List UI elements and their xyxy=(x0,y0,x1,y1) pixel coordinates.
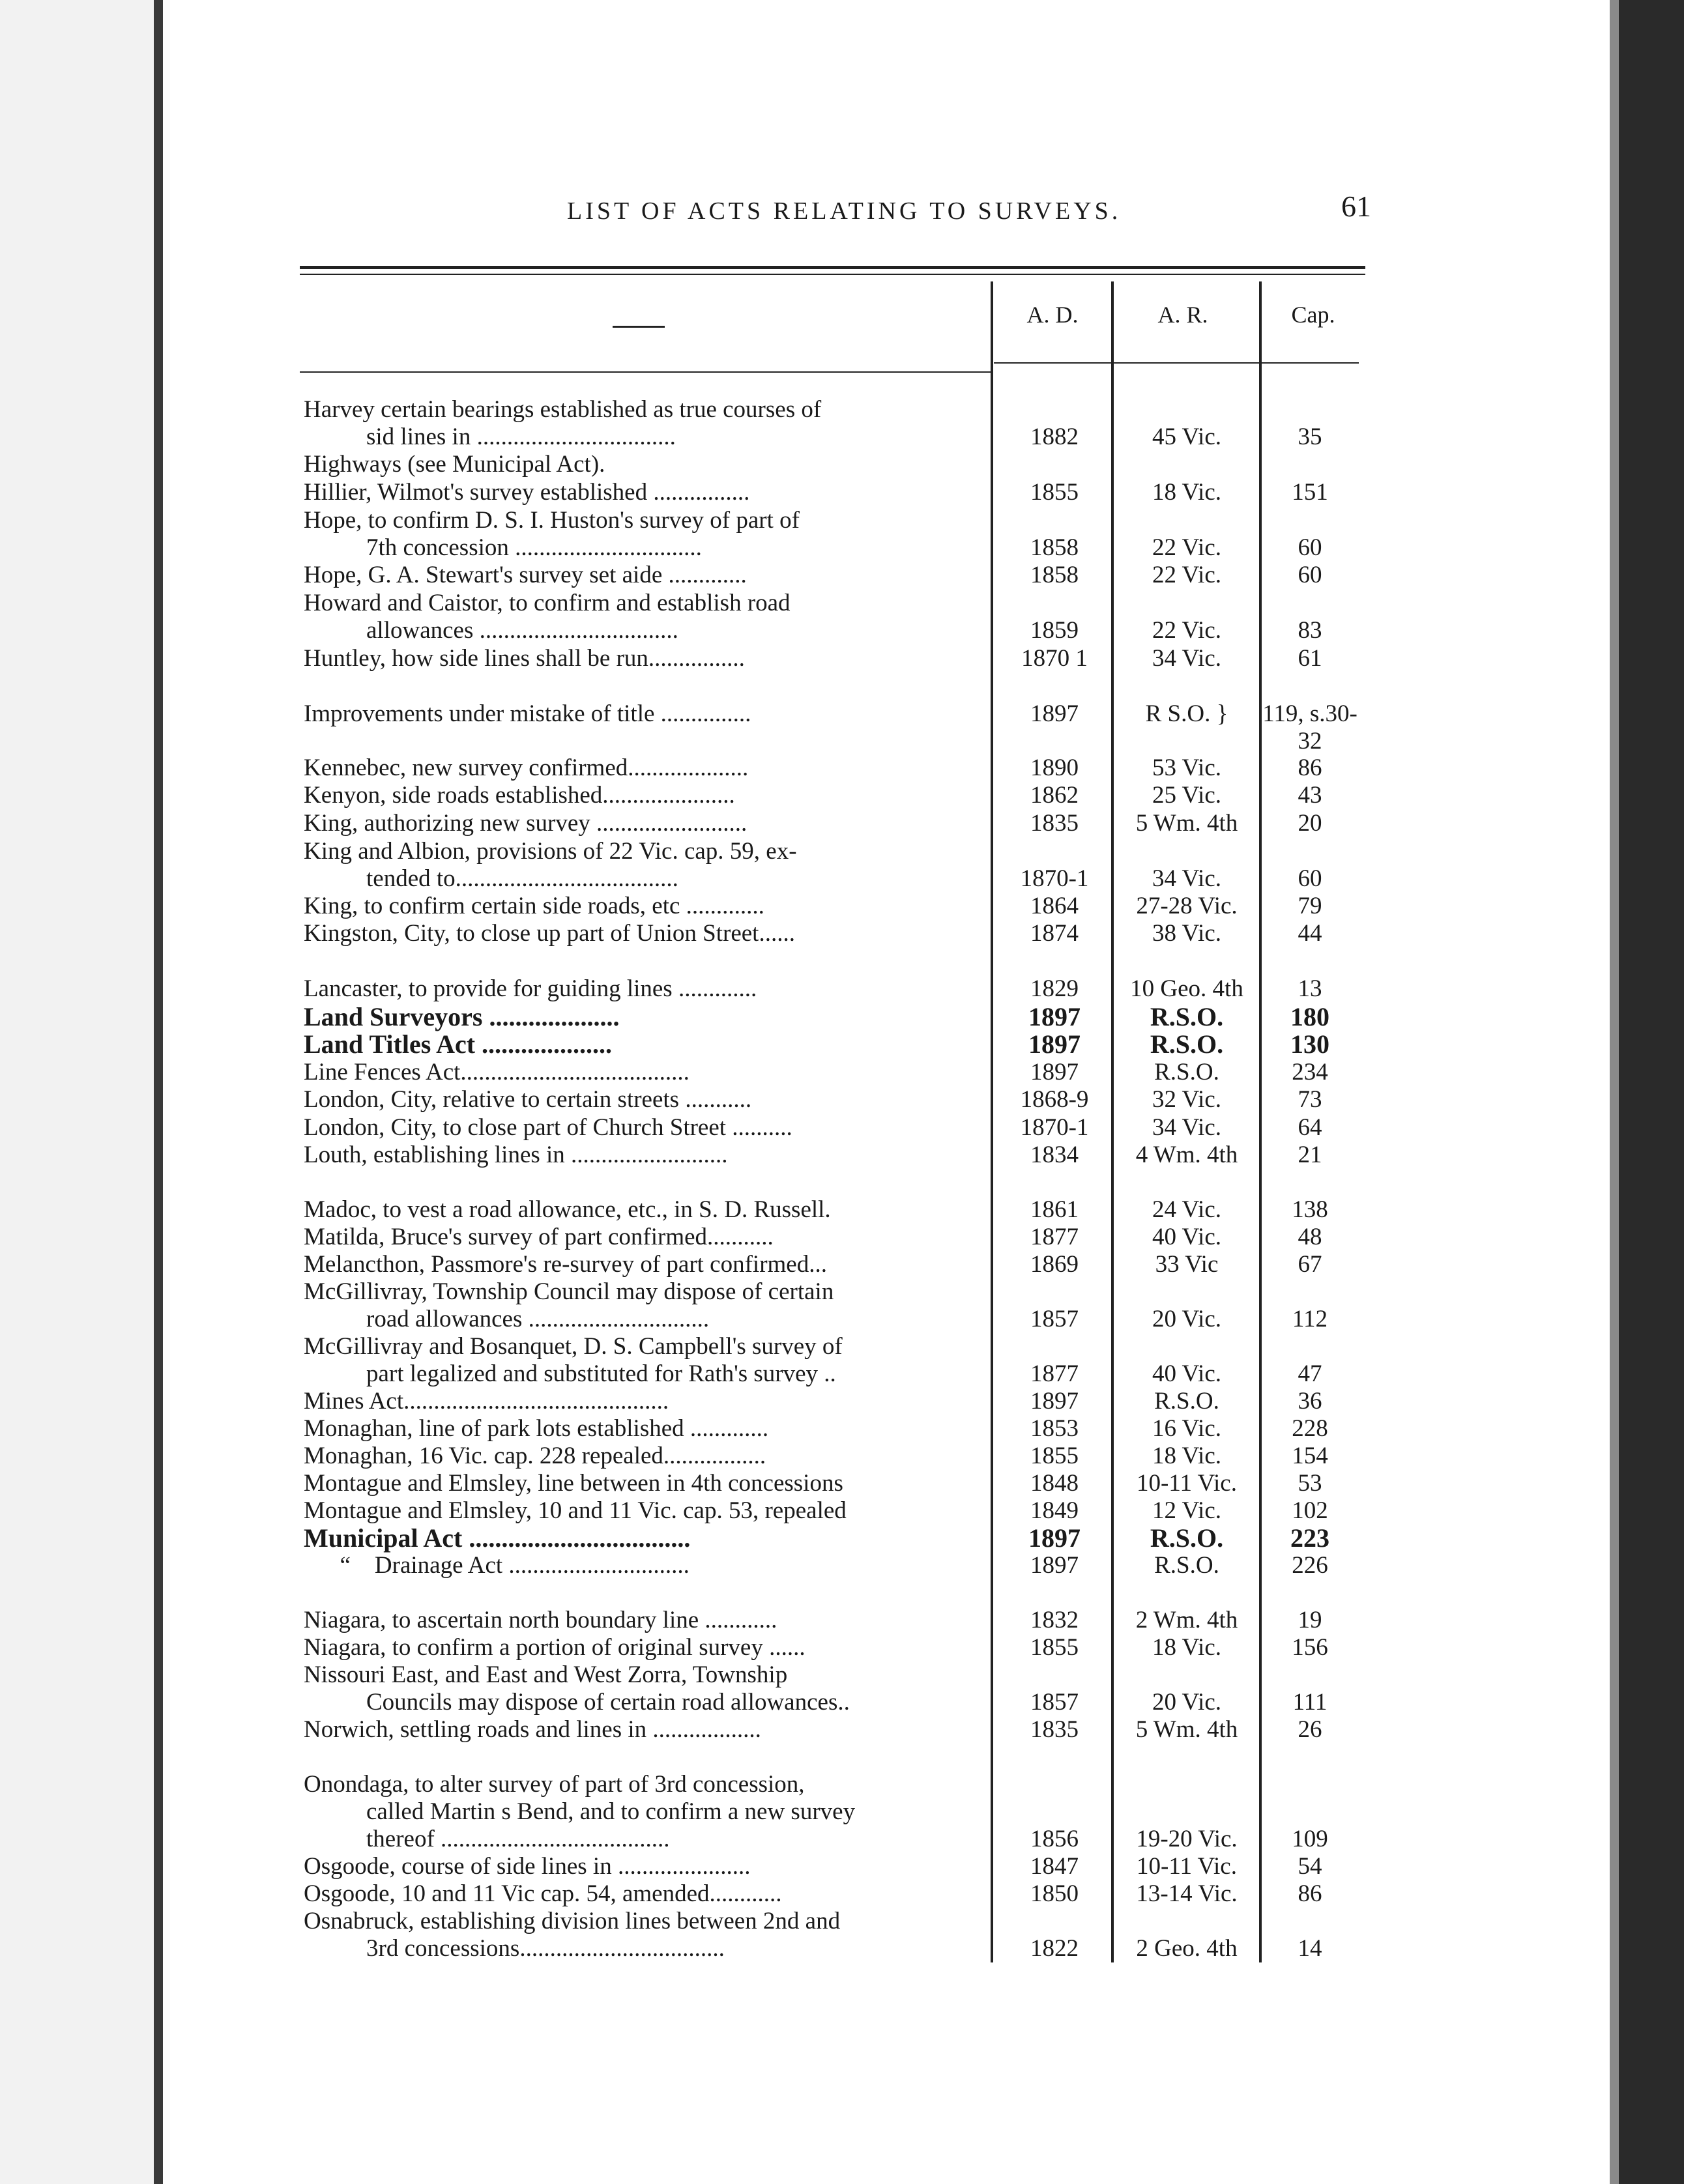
regnal-year: 18 Vic. xyxy=(1152,1443,1222,1469)
regnal-year: 25 Vic. xyxy=(1152,782,1222,809)
act-title: Hope, to confirm D. S. I. Huston's survey of part of 7th concession ............................... xyxy=(304,507,800,561)
act-title: Norwich, settling roads and lines in .................. xyxy=(304,1716,761,1743)
chapter-number: 151 xyxy=(1292,479,1328,506)
year-ad: 1897 xyxy=(1030,1059,1079,1085)
column-header-cap: Cap. xyxy=(1291,302,1335,328)
year-ad: 1847 xyxy=(1030,1853,1079,1880)
chapter-number: 47 xyxy=(1298,1360,1322,1387)
chapter-number: 35 xyxy=(1298,424,1322,450)
chapter-number: 48 xyxy=(1298,1224,1322,1250)
year-ad: 1849 xyxy=(1030,1497,1079,1524)
chapter-number: 109 xyxy=(1292,1826,1328,1852)
chapter-number: 60 xyxy=(1298,562,1322,588)
header-dash xyxy=(613,326,665,328)
act-title: Nissouri East, and East and West Zorra, Township Councils may dispose of certain road allowances.. xyxy=(304,1661,850,1716)
regnal-year: 5 Wm. 4th xyxy=(1135,810,1238,837)
chapter-number: 234 xyxy=(1292,1059,1328,1085)
act-title: Lancaster, to provide for guiding lines ............. xyxy=(304,975,757,1002)
regnal-year: 34 Vic. xyxy=(1152,645,1222,672)
chapter-number: 54 xyxy=(1298,1853,1322,1880)
regnal-year: 40 Vic. xyxy=(1152,1224,1222,1250)
act-title: King, to confirm certain side roads, etc ............. xyxy=(304,893,764,919)
year-ad: 1853 xyxy=(1030,1415,1079,1442)
act-title: Land Surveyors .................... xyxy=(304,1002,620,1031)
chapter-number: 61 xyxy=(1298,645,1322,672)
act-title: Harvey certain bearings established as true courses of sid lines in ................................. xyxy=(304,396,822,450)
scan-border xyxy=(1619,0,1684,2184)
act-title: Mines Act............................................ xyxy=(304,1388,669,1415)
regnal-year: 33 Vic xyxy=(1155,1251,1219,1278)
regnal-year: 10-11 Vic. xyxy=(1137,1853,1237,1880)
act-title: Highways (see Municipal Act). xyxy=(304,451,605,478)
year-ad: 1832 xyxy=(1030,1607,1079,1633)
top-rule xyxy=(300,266,1365,269)
chapter-number: 60 xyxy=(1298,534,1322,561)
act-title: Huntley, how side lines shall be run................ xyxy=(304,645,745,672)
regnal-year: 13-14 Vic. xyxy=(1136,1880,1238,1907)
regnal-year: 40 Vic. xyxy=(1152,1360,1222,1387)
regnal-year: 2 Geo. 4th xyxy=(1136,1935,1238,1962)
column-header-ad: A. D. xyxy=(1026,302,1079,328)
regnal-year: 32 Vic. xyxy=(1152,1086,1222,1113)
chapter-number: 226 xyxy=(1292,1552,1328,1579)
year-ad: 1857 xyxy=(1030,1306,1079,1332)
page-edge-shadow xyxy=(1610,0,1619,2184)
act-title: Osgoode, 10 and 11 Vic cap. 54, amended............ xyxy=(304,1880,782,1907)
year-ad: 1897 xyxy=(1028,1523,1081,1553)
act-title: Kenyon, side roads established...................... xyxy=(304,782,735,809)
regnal-year: 20 Vic. xyxy=(1152,1306,1222,1332)
act-title: Land Titles Act .................... xyxy=(304,1029,613,1059)
year-ad: 1874 xyxy=(1030,920,1079,947)
chapter-number: 154 xyxy=(1292,1443,1328,1469)
year-ad: 1858 xyxy=(1030,534,1079,561)
act-title: Hope, G. A. Stewart's survey set aide ............. xyxy=(304,562,747,588)
chapter-number: 86 xyxy=(1298,754,1322,781)
year-ad: 1897 xyxy=(1030,1388,1079,1415)
top-rule-thin xyxy=(300,274,1365,275)
year-ad: 1897 xyxy=(1030,700,1079,727)
act-title: London, City, relative to certain streets ........... xyxy=(304,1086,752,1113)
chapter-number: 138 xyxy=(1292,1196,1328,1223)
act-title: Madoc, to vest a road allowance, etc., in S. D. Russell. xyxy=(304,1196,831,1223)
act-title: McGillivray and Bosanquet, D. S. Campbell's survey of part legalized and substituted for Rath's survey .. xyxy=(304,1333,843,1387)
page-number: 61 xyxy=(1341,190,1371,223)
act-title: Osnabruck, establishing division lines between 2nd and 3rd concessions.................................. xyxy=(304,1908,841,1962)
chapter-number: 102 xyxy=(1292,1497,1328,1524)
regnal-year: 34 Vic. xyxy=(1152,865,1222,892)
chapter-number: 60 xyxy=(1298,865,1322,892)
regnal-year: R S.O. } xyxy=(1145,700,1228,727)
act-title: Kingston, City, to close up part of Union Street...... xyxy=(304,920,795,947)
act-title: Monaghan, line of park lots established ............. xyxy=(304,1415,769,1442)
regnal-year: 16 Vic. xyxy=(1152,1415,1222,1442)
regnal-year: 53 Vic. xyxy=(1152,754,1222,781)
chapter-number: 36 xyxy=(1298,1388,1322,1415)
act-title: Montague and Elmsley, line between in 4th concessions xyxy=(304,1470,843,1497)
regnal-year: R.S.O. xyxy=(1154,1059,1219,1085)
year-ad: 1868-9 xyxy=(1020,1086,1089,1113)
chapter-number: 83 xyxy=(1298,617,1322,644)
year-ad: 1897 xyxy=(1028,1029,1081,1059)
regnal-year: 22 Vic. xyxy=(1152,562,1222,588)
chapter-number: 26 xyxy=(1298,1716,1322,1743)
regnal-year: 22 Vic. xyxy=(1152,534,1222,561)
regnal-year: 38 Vic. xyxy=(1152,920,1222,947)
left-page-margin xyxy=(0,0,163,2184)
regnal-year: 22 Vic. xyxy=(1152,617,1222,644)
year-ad: 1877 xyxy=(1030,1360,1079,1387)
regnal-year: 45 Vic. xyxy=(1152,424,1222,450)
year-ad: 1861 xyxy=(1030,1196,1079,1223)
regnal-year: R.S.O. xyxy=(1150,1002,1224,1031)
act-title: Melancthon, Passmore's re-survey of part confirmed... xyxy=(304,1251,827,1278)
regnal-year: 27-28 Vic. xyxy=(1136,893,1238,919)
chapter-number: 223 xyxy=(1290,1523,1329,1553)
chapter-number: 112 xyxy=(1292,1306,1328,1332)
act-title: Osgoode, course of side lines in ...................... xyxy=(304,1853,751,1880)
regnal-year: 24 Vic. xyxy=(1152,1196,1222,1223)
chapter-number: 19 xyxy=(1298,1607,1322,1633)
act-title: Line Fences Act...................................... xyxy=(304,1059,690,1085)
chapter-number: 119, s.30-32 xyxy=(1262,700,1357,754)
year-ad: 1877 xyxy=(1030,1224,1079,1250)
act-title: Kennebec, new survey confirmed.................... xyxy=(304,754,749,781)
year-ad: 1869 xyxy=(1030,1251,1079,1278)
year-ad: 1855 xyxy=(1030,1634,1079,1661)
act-title: King and Albion, provisions of 22 Vic. cap. 59, ex- tended to..................................... xyxy=(304,838,797,892)
regnal-year: 18 Vic. xyxy=(1152,479,1222,506)
act-title: thereof ...................................... xyxy=(366,1826,670,1852)
year-ad: 1897 xyxy=(1030,1552,1079,1579)
year-ad: 1858 xyxy=(1030,562,1079,588)
act-title: Hillier, Wilmot's survey established ................ xyxy=(304,479,750,506)
chapter-number: 13 xyxy=(1298,975,1322,1002)
act-title: “ Drainage Act .............................. xyxy=(304,1552,690,1579)
year-ad: 1870-1 xyxy=(1020,865,1089,892)
chapter-number: 79 xyxy=(1298,893,1322,919)
chapter-number: 53 xyxy=(1298,1470,1322,1497)
chapter-number: 43 xyxy=(1298,782,1322,809)
act-title: Matilda, Bruce's survey of part confirmed........... xyxy=(304,1224,774,1250)
year-ad: 1829 xyxy=(1030,975,1079,1002)
chapter-number: 156 xyxy=(1292,1634,1328,1661)
year-ad: 1856 xyxy=(1030,1826,1079,1852)
header-rule xyxy=(300,371,991,373)
regnal-year: 34 Vic. xyxy=(1152,1114,1222,1141)
regnal-year: R.S.O. xyxy=(1150,1523,1224,1553)
year-ad: 1882 xyxy=(1030,424,1079,450)
chapter-number: 64 xyxy=(1298,1114,1322,1141)
regnal-year: 18 Vic. xyxy=(1152,1634,1222,1661)
act-title: Onondaga, to alter survey of part of 3rd concession, called Martin s Bend, and to confirm a new survey xyxy=(304,1771,856,1825)
act-title: King, authorizing new survey ......................... xyxy=(304,810,748,837)
chapter-number: 21 xyxy=(1298,1142,1322,1168)
year-ad: 1859 xyxy=(1030,617,1079,644)
regnal-year: 5 Wm. 4th xyxy=(1135,1716,1238,1743)
year-ad: 1890 xyxy=(1030,754,1079,781)
column-header-ar: A. R. xyxy=(1157,302,1208,328)
year-ad: 1835 xyxy=(1030,1716,1079,1743)
chapter-number: 111 xyxy=(1292,1689,1328,1716)
page-gutter xyxy=(154,0,163,2184)
regnal-year: R.S.O. xyxy=(1150,1029,1224,1059)
act-title: London, City, to close part of Church Street .......... xyxy=(304,1114,792,1141)
chapter-number: 44 xyxy=(1298,920,1322,947)
regnal-year: 12 Vic. xyxy=(1152,1497,1222,1524)
regnal-year: R.S.O. xyxy=(1154,1388,1219,1415)
act-title: McGillivray, Township Council may dispose of certain road allowances .............................. xyxy=(304,1278,834,1332)
year-ad: 1862 xyxy=(1030,782,1079,809)
chapter-number: 14 xyxy=(1298,1935,1322,1962)
regnal-year: 10-11 Vic. xyxy=(1137,1470,1237,1497)
act-title: Monaghan, 16 Vic. cap. 228 repealed................. xyxy=(304,1443,766,1469)
header-rule xyxy=(994,362,1359,364)
act-title: Niagara, to confirm a portion of original survey ...... xyxy=(304,1634,806,1661)
year-ad: 1897 xyxy=(1028,1002,1081,1031)
chapter-number: 130 xyxy=(1290,1029,1329,1059)
regnal-year: 4 Wm. 4th xyxy=(1135,1142,1238,1168)
year-ad: 1855 xyxy=(1030,1443,1079,1469)
chapter-number: 228 xyxy=(1292,1415,1328,1442)
year-ad: 1855 xyxy=(1030,479,1079,506)
year-ad: 1857 xyxy=(1030,1689,1079,1716)
chapter-number: 180 xyxy=(1290,1002,1329,1031)
regnal-year: 20 Vic. xyxy=(1152,1689,1222,1716)
year-ad: 1870 1 xyxy=(1021,645,1088,672)
year-ad: 1864 xyxy=(1030,893,1079,919)
act-title: Improvements under mistake of title ............... xyxy=(304,700,751,727)
year-ad: 1870-1 xyxy=(1020,1114,1089,1141)
regnal-year: 2 Wm. 4th xyxy=(1135,1607,1238,1633)
chapter-number: 20 xyxy=(1298,810,1322,837)
act-title: Niagara, to ascertain north boundary line ............ xyxy=(304,1607,777,1633)
chapter-number: 73 xyxy=(1298,1086,1322,1113)
chapter-number: 86 xyxy=(1298,1880,1322,1907)
chapter-number: 67 xyxy=(1298,1251,1322,1278)
year-ad: 1834 xyxy=(1030,1142,1079,1168)
year-ad: 1822 xyxy=(1030,1935,1079,1962)
year-ad: 1850 xyxy=(1030,1880,1079,1907)
regnal-year: R.S.O. xyxy=(1154,1552,1219,1579)
running-head: LIST OF ACTS RELATING TO SURVEYS. xyxy=(567,197,1122,225)
year-ad: 1848 xyxy=(1030,1470,1079,1497)
act-title: Montague and Elmsley, 10 and 11 Vic. cap. 53, repealed xyxy=(304,1497,847,1524)
act-title: Louth, establishing lines in .......................... xyxy=(304,1142,728,1168)
regnal-year: 10 Geo. 4th xyxy=(1130,975,1243,1002)
year-ad: 1835 xyxy=(1030,810,1079,837)
act-title: Howard and Caistor, to confirm and establish road allowances ................................. xyxy=(304,590,791,644)
act-title: Municipal Act .................................. xyxy=(304,1523,691,1553)
regnal-year: 19-20 Vic. xyxy=(1136,1826,1238,1852)
